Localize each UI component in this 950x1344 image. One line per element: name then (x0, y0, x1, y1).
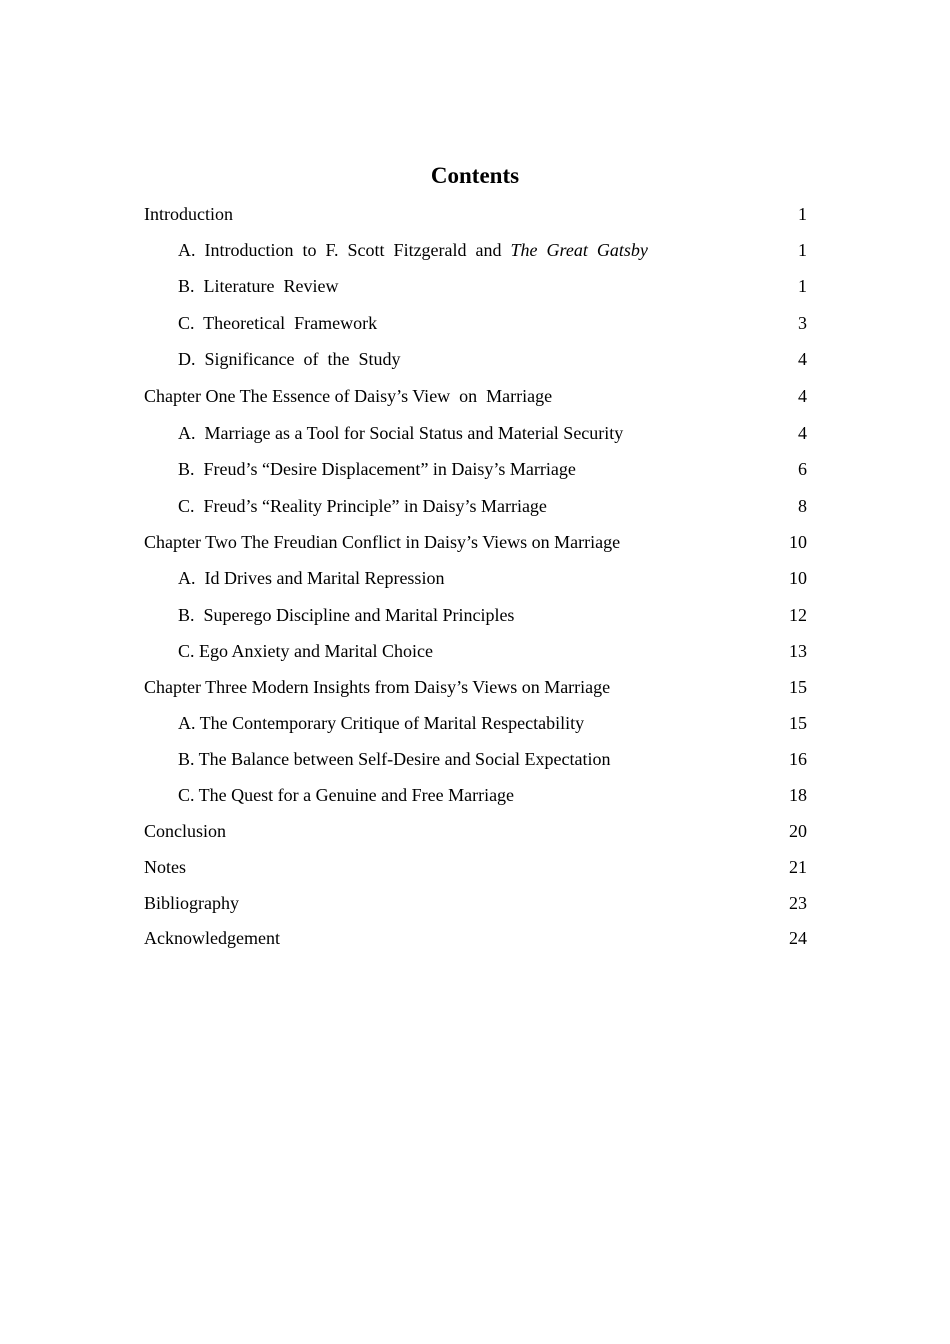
toc-entry-page: 4 (798, 386, 807, 406)
toc-entry-intro-fitzgerald (144, 236, 807, 264)
toc-entry-label: B. Literature Review (178, 276, 339, 296)
toc-entry-page: 1 (798, 240, 807, 260)
toc-entry-page: 4 (798, 423, 807, 443)
toc-entry-page: 24 (789, 928, 807, 948)
toc-entry-marriage-tool (144, 419, 807, 447)
toc-entry-id-drives (144, 564, 807, 592)
toc-entry-page: 16 (789, 749, 807, 769)
toc-entry-label: A. Marriage as a Tool for Social Status and Material Security (178, 423, 624, 443)
toc-entry-page: 13 (789, 641, 807, 661)
toc-entry-significance (144, 345, 807, 373)
toc-entry-label: Notes (144, 857, 186, 877)
toc-entry-theoretical-framework (144, 309, 807, 337)
toc-entry-label: Introduction (144, 204, 233, 224)
toc-entry-label: C. Theoretical Framework (178, 313, 378, 333)
toc-entry-page: 12 (789, 605, 807, 625)
toc-entry-page: 1 (798, 204, 807, 224)
toc-entry-page: 6 (798, 459, 807, 479)
toc-entry-label: A. Id Drives and Marital Repression (178, 568, 445, 588)
toc-entry-page: 20 (789, 821, 807, 841)
toc-entry-label: Conclusion (144, 821, 227, 841)
toc-entry-page: 10 (789, 532, 807, 552)
toc-entry-label: A. The Contemporary Critique of Marital Respectability (178, 713, 585, 733)
toc-entry-label: Chapter One The Essence of Daisy’s View on Marriage (144, 386, 553, 406)
toc-entry-label: Acknowledgement (144, 928, 280, 948)
toc-entry-ego-anxiety (144, 637, 807, 665)
toc-entry-reality-principle (144, 492, 807, 520)
toc-entry-label: C. Ego Anxiety and Marital Choice (178, 641, 433, 661)
toc-entry-balance (144, 745, 807, 773)
toc-entry-page: 8 (798, 496, 807, 516)
toc-entry-acknowledgement (144, 924, 807, 952)
page-title: Contents (430, 163, 520, 188)
toc-entry-contemporary-critique (144, 709, 807, 737)
toc-entry-chapter-one (144, 382, 807, 410)
toc-entry-label: B. Superego Discipline and Marital Principles (178, 605, 515, 625)
toc-entry-label (178, 236, 648, 264)
toc-entry-label: Bibliography (144, 893, 239, 913)
toc-entry-label: D. Significance of the Study (178, 349, 401, 369)
toc-entry-label: B. The Balance between Self-Desire and Social Expectation (178, 749, 611, 769)
toc-entry-superego (144, 601, 807, 629)
toc-entry-label-text: A. Introduction to F. Scott Fitzgerald and (178, 240, 511, 260)
toc-entry-quest (144, 781, 807, 809)
toc-entry-label: C. The Quest for a Genuine and Free Marriage (178, 785, 515, 805)
toc-entry-page: 1 (798, 276, 807, 296)
toc-entry-chapter-three (144, 673, 807, 701)
toc-entry-label: B. Freud’s “Desire Displacement” in Daisy’s Marriage (178, 459, 576, 479)
toc-entry-page: 10 (789, 568, 807, 588)
toc-entry-page: 15 (789, 713, 807, 733)
toc-entry-page: 4 (798, 349, 807, 369)
toc-entry-notes (144, 853, 807, 881)
toc-entry-page: 21 (789, 857, 807, 877)
toc-entry-label: C. Freud’s “Reality Principle” in Daisy’s Marriage (178, 496, 547, 516)
toc-entry-page: 15 (789, 677, 807, 697)
toc-entry-label: Chapter Three Modern Insights from Daisy’s Views on Marriage (144, 677, 611, 697)
toc-entry-desire-displacement (144, 455, 807, 483)
toc-entry-conclusion (144, 817, 807, 845)
toc-entry-page: 3 (798, 313, 807, 333)
toc-entry-chapter-two (144, 528, 807, 556)
toc-entry-label-italic: The Great Gatsby (510, 240, 648, 260)
toc-entry-literature-review (144, 272, 807, 300)
toc-entry-introduction (144, 200, 807, 228)
toc-entry-label: Chapter Two The Freudian Conflict in Daisy’s Views on Marriage (144, 532, 621, 552)
toc-entry-page: 23 (789, 893, 807, 913)
toc-entry-bibliography (144, 889, 807, 917)
toc-entry-page: 18 (789, 785, 807, 805)
